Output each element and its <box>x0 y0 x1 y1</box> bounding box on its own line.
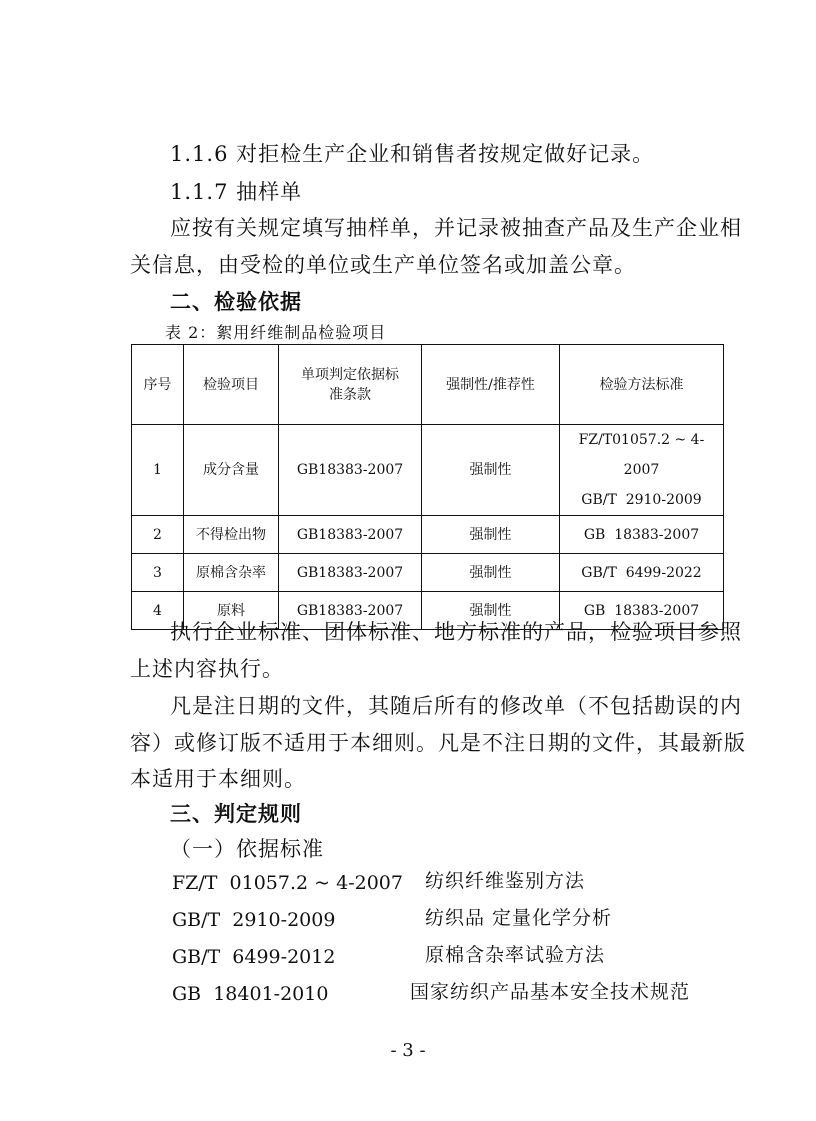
header-method: 检验方法标准 <box>560 345 724 425</box>
row-method <box>560 425 724 516</box>
section-2-heading: 二、检验依据 <box>170 290 302 314</box>
table-row <box>132 425 724 516</box>
row-method-line-1: FZ/T01057.2 ~ 4-2007 <box>578 432 705 478</box>
row-item: 原料 <box>184 592 279 630</box>
paragraph-1-1-7: 1.1.7 抽样单 <box>170 180 303 204</box>
paragraph-1-1-6: 1.1.6 对拒检生产企业和销售者按规定做好记录。 <box>170 142 655 166</box>
note-2-line-2: 容）或修订版不适用于本细则。凡是不注日期的文件，其最新版 <box>130 731 746 755</box>
row-type: 强制性 <box>422 425 560 516</box>
row-item: 不得检出物 <box>184 516 279 554</box>
note-1-line-1: 执行企业标准、团体标准、地方标准的产品，检验项目参照 <box>170 620 742 644</box>
header-type: 强制性/推荐性 <box>422 345 560 425</box>
row-type: 强制性 <box>422 516 560 554</box>
table-row <box>132 516 724 554</box>
header-clause: 单项判定依据标准条款 <box>279 345 422 425</box>
table-header-row <box>132 345 724 425</box>
row-clause: GB18383-2007 <box>279 516 422 554</box>
header-item: 检验项目 <box>184 345 279 425</box>
row-method: GB/T 6499-2022 <box>560 554 724 592</box>
row-clause: GB18383-2007 <box>279 554 422 592</box>
standard-name: 国家纺织产品基本安全技术规范 <box>410 981 691 1003</box>
row-type: 强制性 <box>422 554 560 592</box>
sampling-text-line-1: 应按有关规定填写抽样单，并记录被抽查产品及生产企业相 <box>170 216 742 240</box>
row-item: 原棉含杂率 <box>184 554 279 592</box>
row-no: 3 <box>132 554 184 592</box>
table-caption: 表 2：絮用纤维制品检验项目 <box>165 323 387 342</box>
row-item: 成分含量 <box>184 425 279 516</box>
row-method: GB 18383-2007 <box>560 592 724 630</box>
inspection-items-table <box>131 344 724 630</box>
standard-name: 纺织品 定量化学分析 <box>425 907 613 929</box>
row-type: 强制性 <box>422 592 560 630</box>
section-3-subheading: （一）依据标准 <box>170 837 324 861</box>
table-row <box>132 554 724 592</box>
row-method-line-2: GB/T 2910-2009 <box>581 492 702 508</box>
row-method: GB 18383-2007 <box>560 516 724 554</box>
note-2-line-3: 本适用于本细则。 <box>130 767 306 791</box>
row-no: 2 <box>132 516 184 554</box>
section-3-heading: 三、判定规则 <box>170 802 302 826</box>
row-clause: GB18383-2007 <box>279 425 422 516</box>
standard-code: GB/T 2910-2009 <box>172 909 336 931</box>
sampling-text-line-2: 关信息，由受检的单位或生产单位签名或加盖公章。 <box>130 253 636 277</box>
note-1-line-2: 上述内容执行。 <box>130 657 284 681</box>
note-2-line-1: 凡是注日期的文件，其随后所有的修改单（不包括勘误的内 <box>170 694 742 718</box>
standard-name: 纺织纤维鉴别方法 <box>425 870 586 892</box>
row-clause: GB18383-2007 <box>279 592 422 630</box>
header-no: 序号 <box>132 345 184 425</box>
standard-name: 原棉含杂率试验方法 <box>425 944 606 966</box>
standard-code: FZ/T 01057.2 ~ 4-2007 <box>172 872 403 894</box>
standard-code: GB/T 6499-2012 <box>172 946 336 968</box>
row-no: 4 <box>132 592 184 630</box>
row-no: 1 <box>132 425 184 516</box>
standard-code: GB 18401-2010 <box>172 983 329 1005</box>
page-number: - 3 - <box>390 1040 426 1061</box>
